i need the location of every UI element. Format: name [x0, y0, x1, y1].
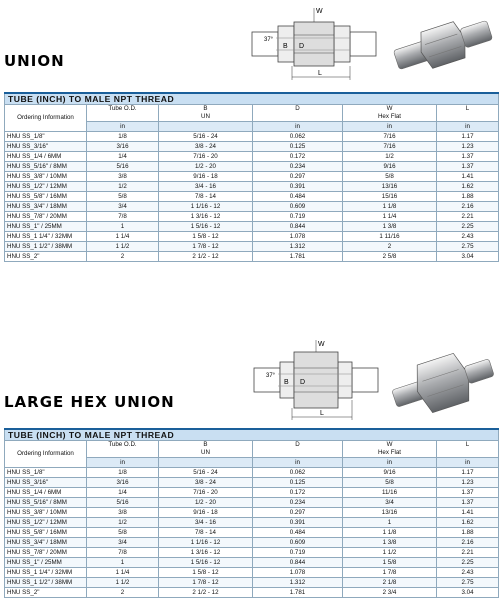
l-cell: 1.88 — [437, 528, 499, 538]
w-cell: 9/16 — [343, 162, 437, 172]
b-un-cell: 1 5/8 - 12 — [159, 232, 253, 242]
tube-od-cell: 1 1/2 — [87, 242, 159, 252]
large-hex-union-title: LARGE HEX UNION — [4, 393, 175, 411]
w-cell: 9/16 — [343, 468, 437, 478]
unit-row: in in in in — [5, 122, 499, 132]
ordering-code-cell: HNU SS_1/4 / 6MM — [5, 152, 87, 162]
b-un-header: B UN — [159, 441, 253, 458]
d-header: D — [253, 441, 343, 458]
table-row — [5, 548, 499, 558]
ordering-code-cell: HNU SS_2" — [5, 588, 87, 598]
b-un-cell: 2 1/2 - 12 — [159, 252, 253, 262]
unit-row: in in in in — [5, 458, 499, 468]
w-cell: 1 1/8 — [343, 528, 437, 538]
table-row — [5, 232, 499, 242]
l-cell: 2.75 — [437, 242, 499, 252]
l-cell: 1.41 — [437, 508, 499, 518]
l-cell: 1.88 — [437, 192, 499, 202]
angle-dimension-label: 37° — [266, 373, 276, 379]
table-row — [5, 498, 499, 508]
tube-od-cell: 3/4 — [87, 538, 159, 548]
d-cell: 1.781 — [253, 588, 343, 598]
ordering-code-cell: HNU SS_3/16" — [5, 142, 87, 152]
table-row — [5, 558, 499, 568]
l-header: L — [437, 105, 499, 122]
table-row — [5, 142, 499, 152]
table-row — [5, 192, 499, 202]
w-hex-flat-header: W Hex Flat — [343, 105, 437, 122]
b-un-cell: 9/16 - 18 — [159, 172, 253, 182]
table-row — [5, 152, 499, 162]
table-row — [5, 132, 499, 142]
l-cell: 2.21 — [437, 212, 499, 222]
w-cell: 1 7/8 — [343, 568, 437, 578]
d-cell: 1.078 — [253, 232, 343, 242]
b-dimension-label: B — [284, 379, 289, 386]
w-cell: 15/16 — [343, 192, 437, 202]
w-cell: 5/8 — [343, 172, 437, 182]
tube-od-header: Tube O.D. — [87, 105, 159, 122]
d-cell: 0.125 — [253, 142, 343, 152]
large-hex-union-technical-drawing — [248, 338, 384, 424]
b-un-cell: 1 7/8 - 12 — [159, 578, 253, 588]
d-cell: 1.312 — [253, 578, 343, 588]
l-dimension-label: L — [318, 70, 322, 77]
d-cell: 0.844 — [253, 558, 343, 568]
l-cell: 2.25 — [437, 558, 499, 568]
l-cell: 1.62 — [437, 182, 499, 192]
b-un-cell: 3/4 - 16 — [159, 518, 253, 528]
w-dimension-label: W — [316, 8, 323, 15]
b-dimension-label: B — [283, 43, 288, 50]
tube-od-cell: 5/8 — [87, 192, 159, 202]
table-row — [5, 508, 499, 518]
union-section — [0, 0, 502, 280]
table-row — [5, 202, 499, 212]
w-cell: 13/16 — [343, 182, 437, 192]
d-header: D — [253, 105, 343, 122]
w-cell: 2 3/4 — [343, 588, 437, 598]
tube-od-cell: 7/8 — [87, 212, 159, 222]
w-cell: 7/16 — [343, 132, 437, 142]
d-cell: 0.172 — [253, 488, 343, 498]
table-row — [5, 538, 499, 548]
d-dimension-label: D — [300, 379, 306, 386]
d-cell: 0.297 — [253, 508, 343, 518]
w-cell: 1 11/16 — [343, 232, 437, 242]
ordering-code-cell: HNU SS_1/2" / 12MM — [5, 518, 87, 528]
ordering-code-cell: HNU SS_1 1/2" / 38MM — [5, 578, 87, 588]
ordering-code-cell: HNU SS_5/16" / 8MM — [5, 162, 87, 172]
d-cell: 0.062 — [253, 468, 343, 478]
ordering-info-header: Ordering Information — [5, 105, 87, 132]
b-un-cell: 1 3/16 - 12 — [159, 548, 253, 558]
tube-od-cell: 1/2 — [87, 182, 159, 192]
large-hex-union-table-title: TUBE (INCH) TO MALE NPT THREAD — [5, 429, 499, 441]
table-row — [5, 242, 499, 252]
tube-od-cell: 5/16 — [87, 162, 159, 172]
d-cell: 0.719 — [253, 212, 343, 222]
tube-od-cell: 1/2 — [87, 518, 159, 528]
w-cell: 1 1/8 — [343, 202, 437, 212]
l-cell: 1.41 — [437, 172, 499, 182]
l-cell: 2.43 — [437, 232, 499, 242]
l-cell: 2.16 — [437, 202, 499, 212]
tube-od-cell: 2 — [87, 588, 159, 598]
l-cell: 2.16 — [437, 538, 499, 548]
d-cell: 0.125 — [253, 478, 343, 488]
tube-od-cell: 1 — [87, 222, 159, 232]
tube-od-cell: 1/4 — [87, 488, 159, 498]
large-hex-union-product-photo — [388, 340, 498, 426]
d-cell: 0.234 — [253, 162, 343, 172]
ordering-code-cell: HNU SS_1 1/4" / 32MM — [5, 568, 87, 578]
tube-od-cell: 1/8 — [87, 468, 159, 478]
b-un-cell: 1 5/16 - 12 — [159, 222, 253, 232]
w-cell: 3/4 — [343, 498, 437, 508]
ordering-code-cell: HNU SS_1" / 25MM — [5, 222, 87, 232]
d-cell: 0.172 — [253, 152, 343, 162]
tube-od-cell: 5/16 — [87, 498, 159, 508]
table-row — [5, 468, 499, 478]
tube-od-cell: 1 1/4 — [87, 568, 159, 578]
l-cell: 1.37 — [437, 162, 499, 172]
ordering-code-cell: HNU SS_7/8" / 20MM — [5, 212, 87, 222]
table-row — [5, 528, 499, 538]
w-cell: 1 — [343, 518, 437, 528]
tube-od-cell: 3/16 — [87, 142, 159, 152]
d-cell: 0.609 — [253, 538, 343, 548]
ordering-code-cell: HNU SS_3/8" / 10MM — [5, 508, 87, 518]
b-un-cell: 3/8 - 24 — [159, 142, 253, 152]
d-cell: 1.781 — [253, 252, 343, 262]
table-row — [5, 478, 499, 488]
union-product-photo — [388, 2, 498, 88]
l-cell: 1.37 — [437, 488, 499, 498]
d-dimension-label: D — [299, 43, 305, 50]
w-cell: 1 1/2 — [343, 548, 437, 558]
l-cell: 1.37 — [437, 152, 499, 162]
w-hex-flat-header: W Hex Flat — [343, 441, 437, 458]
ordering-code-cell: HNU SS_1 1/4" / 32MM — [5, 232, 87, 242]
l-cell: 1.17 — [437, 468, 499, 478]
ordering-code-cell: HNU SS_5/8" / 16MM — [5, 528, 87, 538]
l-cell: 2.25 — [437, 222, 499, 232]
table-row — [5, 568, 499, 578]
d-cell: 0.609 — [253, 202, 343, 212]
l-header: L — [437, 441, 499, 458]
ordering-code-cell: HNU SS_3/16" — [5, 478, 87, 488]
table-row — [5, 518, 499, 528]
tube-od-cell: 2 — [87, 252, 159, 262]
d-cell: 0.484 — [253, 528, 343, 538]
w-cell: 5/8 — [343, 478, 437, 488]
ordering-code-cell: HNU SS_1/2" / 12MM — [5, 182, 87, 192]
w-cell: 1 1/4 — [343, 212, 437, 222]
b-un-cell: 5/16 - 24 — [159, 468, 253, 478]
tube-od-cell: 3/16 — [87, 478, 159, 488]
large-hex-union-spec-table — [4, 428, 499, 598]
b-un-cell: 1 7/8 - 12 — [159, 242, 253, 252]
b-un-cell: 3/8 - 24 — [159, 478, 253, 488]
table-row — [5, 182, 499, 192]
w-cell: 11/16 — [343, 488, 437, 498]
tube-od-cell: 1/8 — [87, 132, 159, 142]
tube-od-cell: 1 — [87, 558, 159, 568]
ordering-code-cell: HNU SS_7/8" / 20MM — [5, 548, 87, 558]
ordering-code-cell: HNU SS_1 1/2" / 38MM — [5, 242, 87, 252]
b-un-cell: 9/16 - 18 — [159, 508, 253, 518]
d-cell: 1.078 — [253, 568, 343, 578]
tube-od-cell: 3/8 — [87, 508, 159, 518]
b-un-cell: 1 1/16 - 12 — [159, 202, 253, 212]
angle-dimension-label: 37° — [264, 37, 274, 43]
table-row — [5, 172, 499, 182]
ordering-code-cell: HNU SS_3/8" / 10MM — [5, 172, 87, 182]
large-hex-union-section — [0, 330, 502, 614]
table-row — [5, 252, 499, 262]
table-row — [5, 488, 499, 498]
l-cell: 2.21 — [437, 548, 499, 558]
table-row — [5, 578, 499, 588]
b-un-cell: 7/8 - 14 — [159, 528, 253, 538]
ordering-code-cell: HNU SS_3/4" / 18MM — [5, 538, 87, 548]
tube-od-cell: 5/8 — [87, 528, 159, 538]
union-spec-table — [4, 92, 499, 262]
w-dimension-label: W — [318, 341, 325, 348]
w-cell: 1 3/8 — [343, 538, 437, 548]
b-un-cell: 2 1/2 - 12 — [159, 588, 253, 598]
b-un-cell: 7/16 - 20 — [159, 488, 253, 498]
d-cell: 0.391 — [253, 518, 343, 528]
l-dimension-label: L — [320, 410, 324, 417]
w-cell: 2 5/8 — [343, 252, 437, 262]
table-row — [5, 162, 499, 172]
ordering-code-cell: HNU SS_2" — [5, 252, 87, 262]
table-row — [5, 588, 499, 598]
l-cell: 3.04 — [437, 588, 499, 598]
ordering-code-cell: HNU SS_3/4" / 18MM — [5, 202, 87, 212]
d-cell: 0.719 — [253, 548, 343, 558]
b-un-header: B UN — [159, 105, 253, 122]
l-cell: 1.23 — [437, 142, 499, 152]
ordering-code-cell: HNU SS_5/16" / 8MM — [5, 498, 87, 508]
ordering-code-cell: HNU SS_1/4 / 6MM — [5, 488, 87, 498]
b-un-cell: 1 5/16 - 12 — [159, 558, 253, 568]
w-cell: 13/16 — [343, 508, 437, 518]
union-title: UNION — [4, 52, 65, 70]
w-cell: 1/2 — [343, 152, 437, 162]
tube-od-cell: 1 1/4 — [87, 232, 159, 242]
l-cell: 3.04 — [437, 252, 499, 262]
ordering-code-cell: HNU SS_1/8" — [5, 132, 87, 142]
b-un-cell: 7/8 - 14 — [159, 192, 253, 202]
d-cell: 0.484 — [253, 192, 343, 202]
ordering-code-cell: HNU SS_5/8" / 16MM — [5, 192, 87, 202]
ordering-code-cell: HNU SS_1/8" — [5, 468, 87, 478]
union-technical-drawing — [246, 4, 382, 88]
w-cell: 1 3/8 — [343, 222, 437, 232]
b-un-cell: 3/4 - 16 — [159, 182, 253, 192]
ordering-code-cell: HNU SS_1" / 25MM — [5, 558, 87, 568]
tube-od-cell: 7/8 — [87, 548, 159, 558]
table-row — [5, 222, 499, 232]
tube-od-cell: 3/4 — [87, 202, 159, 212]
tube-od-cell: 1 1/2 — [87, 578, 159, 588]
d-cell: 0.062 — [253, 132, 343, 142]
b-un-cell: 1 3/16 - 12 — [159, 212, 253, 222]
tube-od-header: Tube O.D. — [87, 441, 159, 458]
w-cell: 7/16 — [343, 142, 437, 152]
l-cell: 1.17 — [437, 132, 499, 142]
b-un-cell: 5/16 - 24 — [159, 132, 253, 142]
b-un-cell: 1/2 - 20 — [159, 498, 253, 508]
d-cell: 1.312 — [253, 242, 343, 252]
l-cell: 1.23 — [437, 478, 499, 488]
w-cell: 2 1/8 — [343, 578, 437, 588]
l-cell: 1.37 — [437, 498, 499, 508]
l-cell: 1.62 — [437, 518, 499, 528]
ordering-info-header: Ordering Information — [5, 441, 87, 468]
w-cell: 2 — [343, 242, 437, 252]
tube-od-cell: 1/4 — [87, 152, 159, 162]
d-cell: 0.297 — [253, 172, 343, 182]
table-row — [5, 212, 499, 222]
d-cell: 0.391 — [253, 182, 343, 192]
d-cell: 0.844 — [253, 222, 343, 232]
union-table-title: TUBE (INCH) TO MALE NPT THREAD — [5, 93, 499, 105]
l-cell: 2.75 — [437, 578, 499, 588]
d-cell: 0.234 — [253, 498, 343, 508]
b-un-cell: 7/16 - 20 — [159, 152, 253, 162]
b-un-cell: 1 5/8 - 12 — [159, 568, 253, 578]
b-un-cell: 1/2 - 20 — [159, 162, 253, 172]
b-un-cell: 1 1/16 - 12 — [159, 538, 253, 548]
w-cell: 1 5/8 — [343, 558, 437, 568]
tube-od-cell: 3/8 — [87, 172, 159, 182]
l-cell: 2.43 — [437, 568, 499, 578]
